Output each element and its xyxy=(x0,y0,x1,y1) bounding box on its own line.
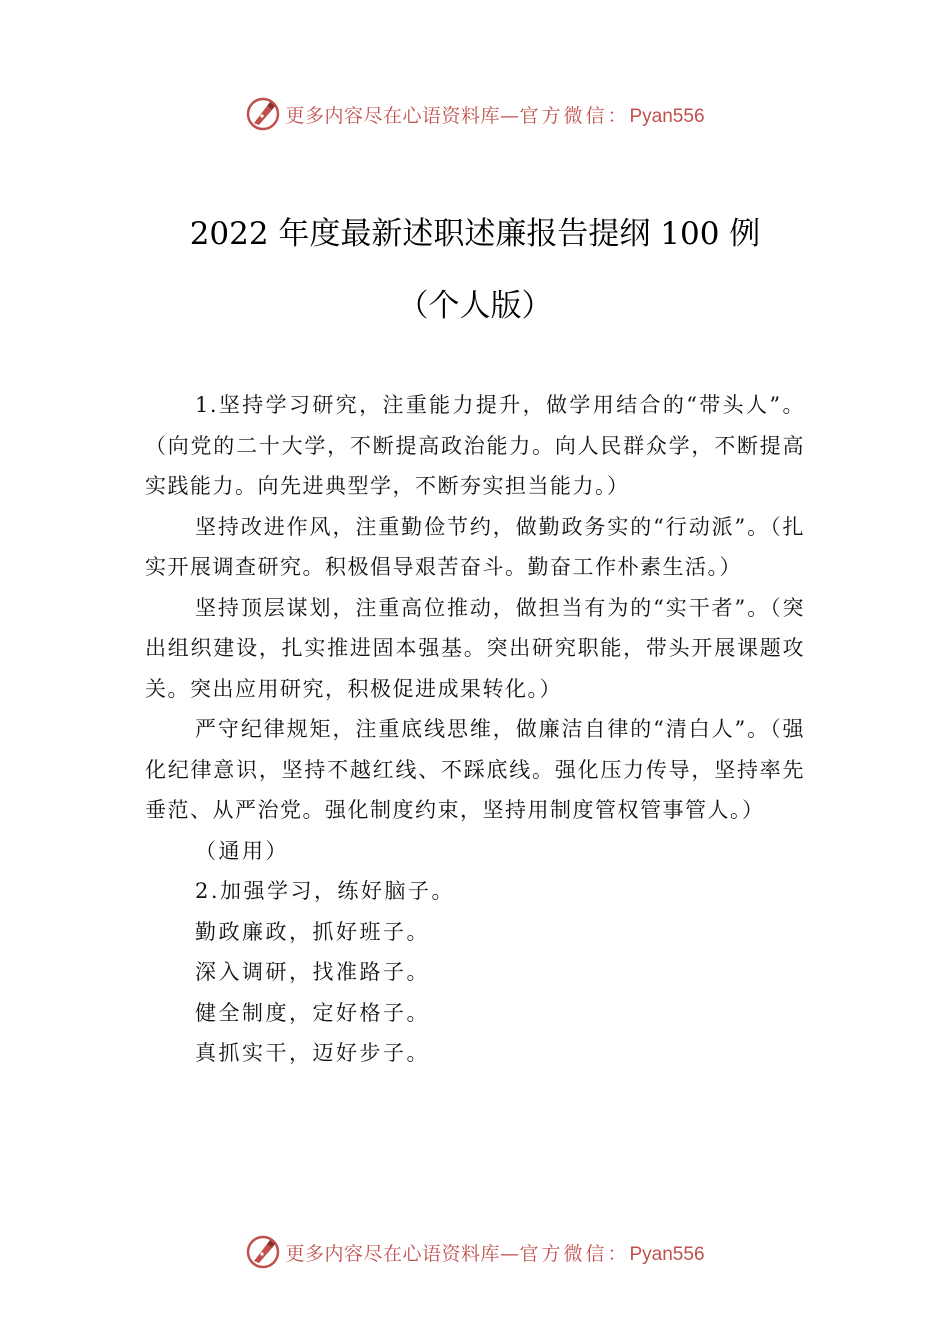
text-line: 真抓实干，迈好步子。 xyxy=(195,1041,430,1065)
banner-main-text: 更多内容尽在心语资料库 xyxy=(285,1242,500,1265)
banner-text xyxy=(285,1239,704,1266)
document-body xyxy=(145,385,805,1074)
banner-wechat-label: 官方微信： xyxy=(519,104,630,127)
banner-wechat-id: Pyan556 xyxy=(629,1243,705,1265)
footer-banner xyxy=(0,1232,950,1272)
banner-text xyxy=(285,101,704,128)
banner-dash: — xyxy=(499,1242,520,1265)
paragraph: 1.坚持学习研究，注重能力提升，做学用结合的“带头人”。（向党的二十大学，不断提高政治能力。向人民群众学，不断提高实践能力。向先进典型学，不断夯实担当能力。） xyxy=(145,393,805,498)
header-banner xyxy=(0,94,950,134)
text-line: 2.加强学习，练好脑子。 xyxy=(195,879,456,903)
text-line: 深入调研，找准路子。 xyxy=(195,960,430,984)
document-subtitle: （个人版） xyxy=(397,288,553,324)
paragraph: 坚持改进作风，注重勤俭节约，做勤政务实的“行动派”。（扎实开展调查研究。积极倡导艰苦奋斗。勤奋工作朴素生活。） xyxy=(145,514,805,579)
paragraph: 坚持顶层谋划，注重高位推动，做担当有为的“实干者”。（突出组织建设，扎实推进固本强基。突出研究职能，带头开展课题攻关。突出应用研究，积极促进成果转化。） xyxy=(145,595,805,701)
banner-dash: — xyxy=(499,104,520,127)
banner-wechat-label: 官方微信： xyxy=(519,1242,630,1265)
pen-nib-circle-icon xyxy=(245,96,281,132)
pen-nib-circle-icon xyxy=(245,1234,281,1270)
paragraph: 严守纪律规矩，注重底线思维，做廉洁自律的“清白人”。（强化纪律意识，坚持不越红线、不踩底线。强化压力传导，坚持率先垂范、从严治党。强化制度约束，坚持用制度管权管事管人。） xyxy=(145,717,805,822)
banner-wechat-id: Pyan556 xyxy=(629,105,705,127)
text-line: 勤政廉政，抓好班子。 xyxy=(195,919,430,944)
document-title: 2022 年度最新述职述廉报告提纲 100 例 xyxy=(189,216,761,252)
banner-main-text: 更多内容尽在心语资料库 xyxy=(285,104,500,127)
text-line: （通用） xyxy=(195,838,289,863)
text-line: 健全制度，定好格子。 xyxy=(195,1000,430,1025)
